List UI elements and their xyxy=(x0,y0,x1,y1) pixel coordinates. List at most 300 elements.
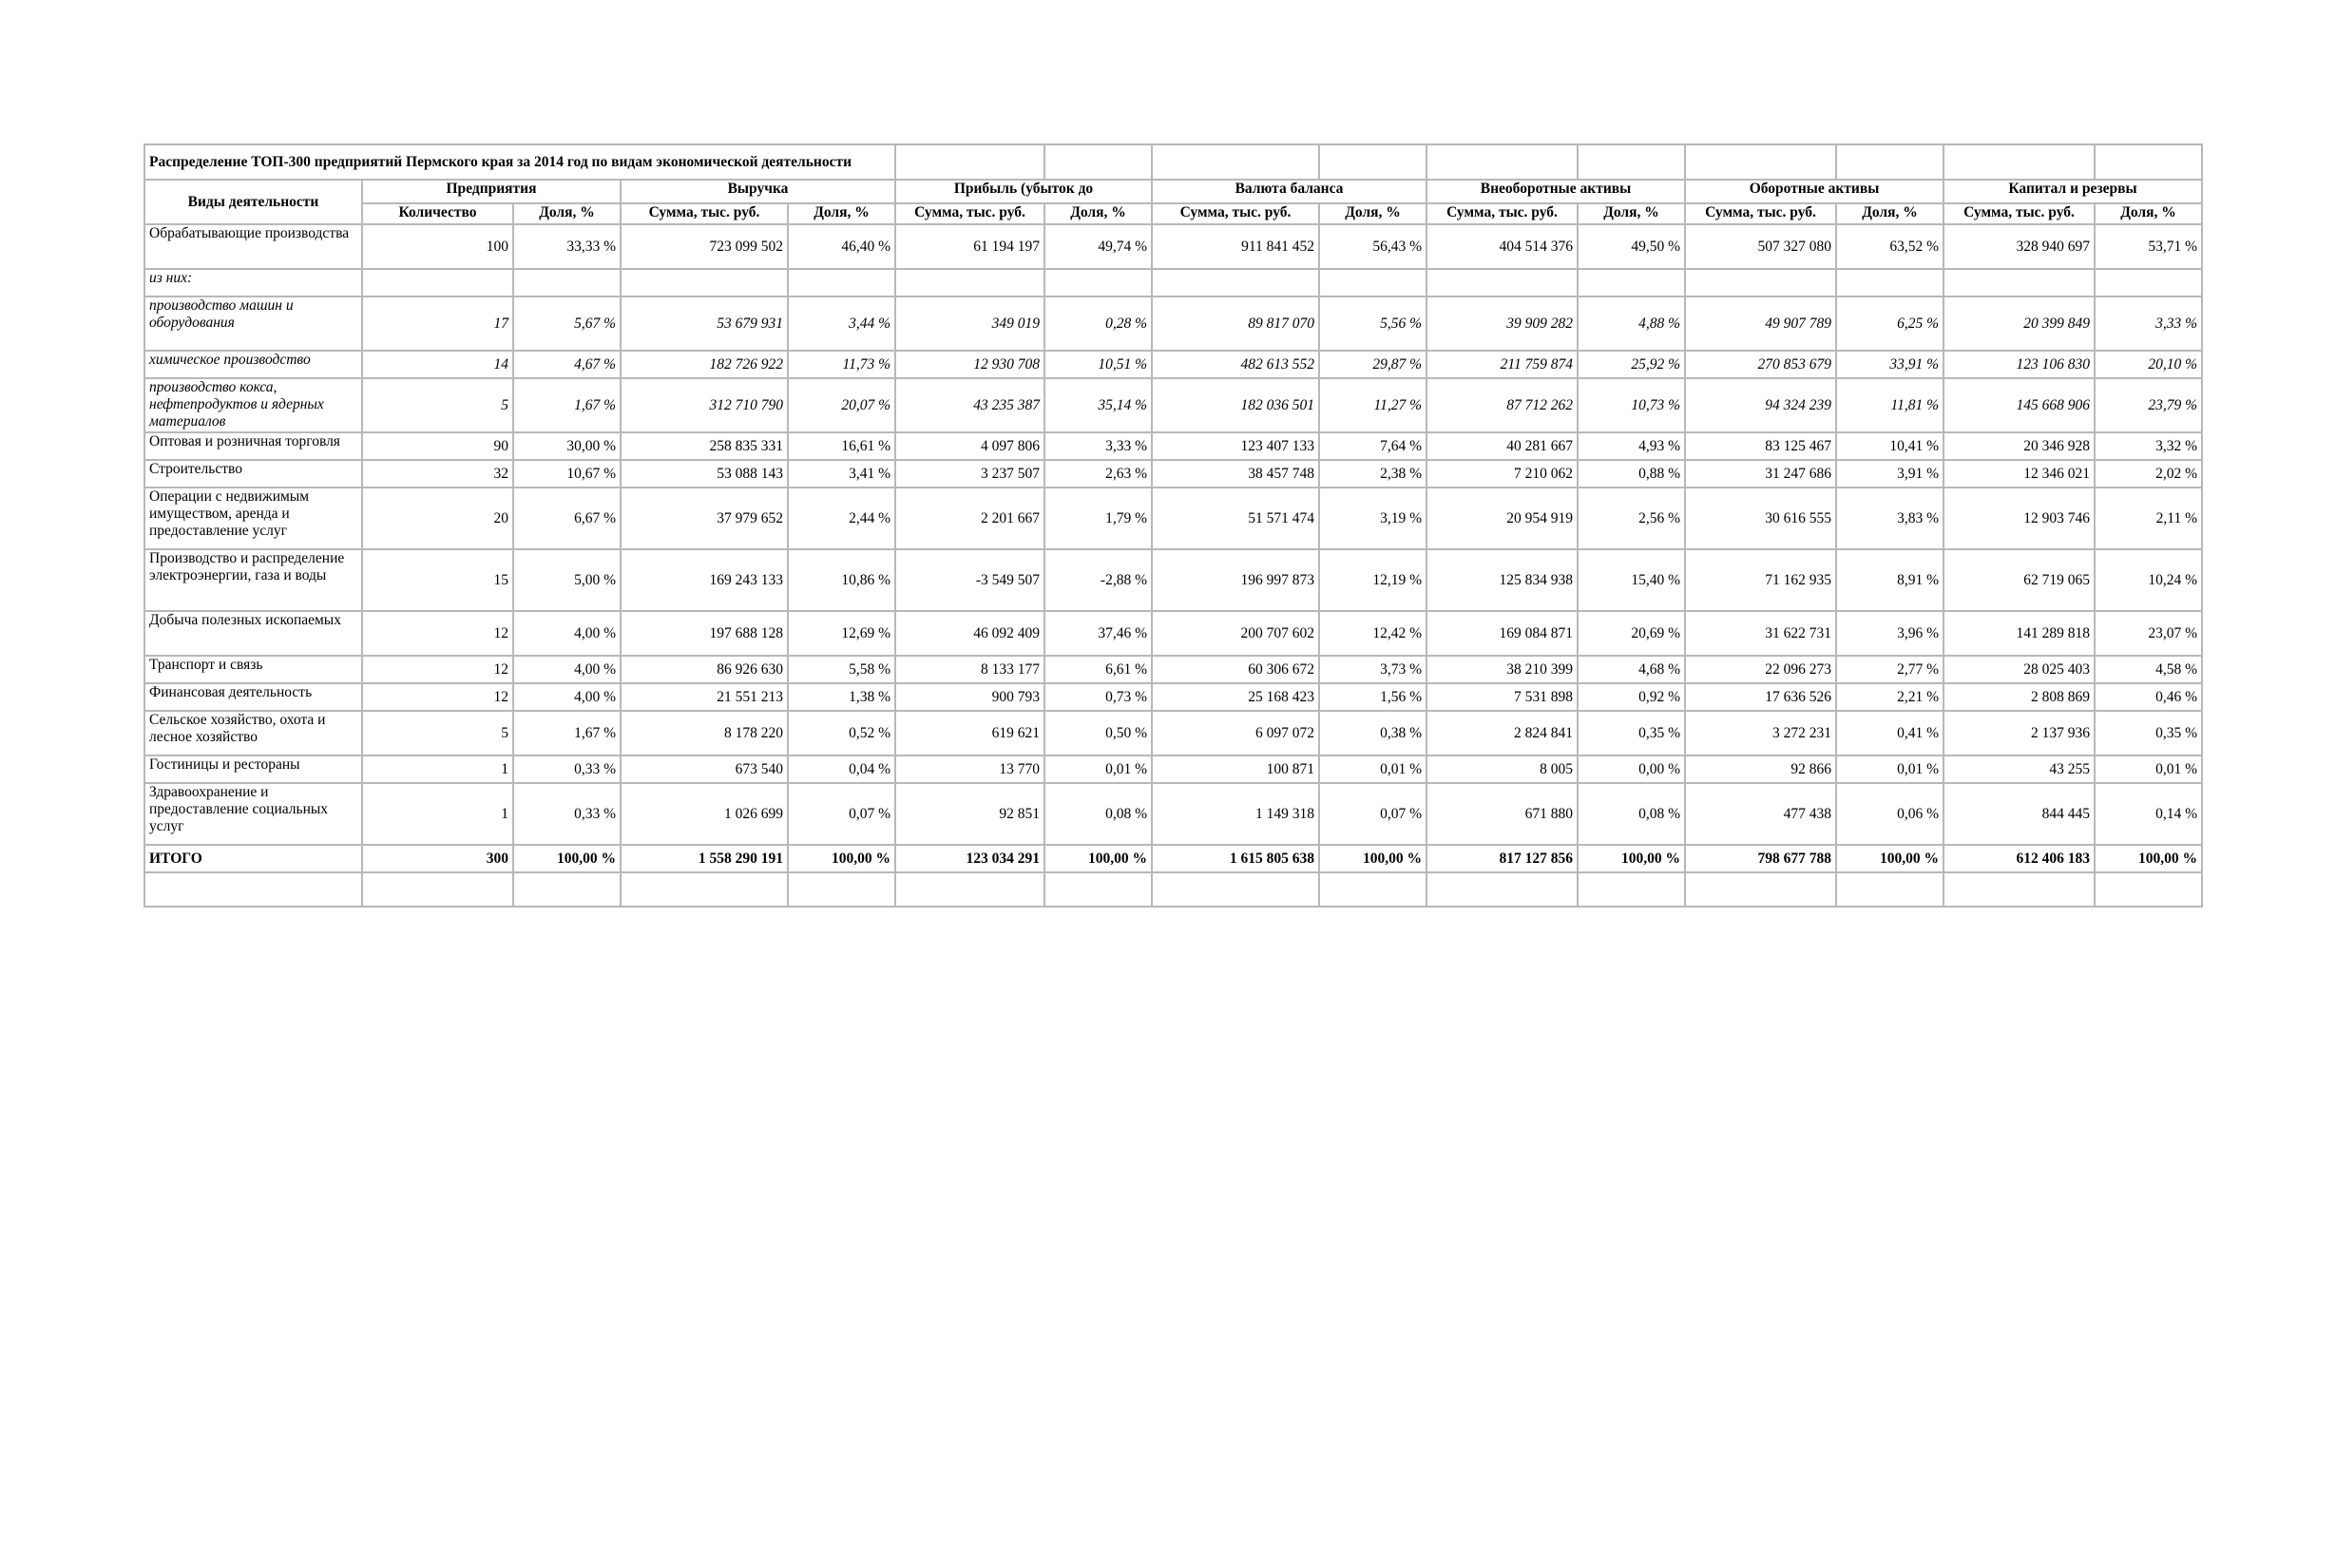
noncurrent-share-cell: 0,88 % xyxy=(1578,460,1685,488)
profit-share-cell: 0,50 % xyxy=(1044,711,1152,755)
header-sub-row xyxy=(144,203,2202,224)
current-sum-cell: 71 162 935 xyxy=(1685,549,1836,611)
total-label: ИТОГО xyxy=(144,845,362,872)
sub-header: Доля, % xyxy=(788,203,895,224)
current-share-cell: 3,83 % xyxy=(1836,488,1943,549)
enterprises-share-cell: 1,67 % xyxy=(513,378,621,432)
empty-cell xyxy=(1836,144,1943,180)
noncurrent-share-cell: 4,93 % xyxy=(1578,432,1685,460)
capital-sum-cell: 12 346 021 xyxy=(1943,460,2095,488)
capital-share-cell: 0,01 % xyxy=(2095,755,2202,783)
capital-sum-cell: 43 255 xyxy=(1943,755,2095,783)
current-share-cell: 6,25 % xyxy=(1836,296,1943,351)
capital-share-cell: 20,10 % xyxy=(2095,351,2202,378)
profit-share-cell: 0,73 % xyxy=(1044,683,1152,711)
row-label: Гостиницы и рестораны xyxy=(144,755,362,783)
sub-header: Сумма, тыс. руб. xyxy=(1943,203,2095,224)
table-row xyxy=(144,269,2202,296)
revenue-share-cell: 3,44 % xyxy=(788,296,895,351)
enterprises-count-cell: 12 xyxy=(362,656,513,683)
balance-share-cell: 7,64 % xyxy=(1319,432,1426,460)
sub-header: Доля, % xyxy=(1836,203,1943,224)
empty-cell xyxy=(621,872,788,907)
empty-cell xyxy=(788,872,895,907)
profit-sum-cell: 13 770 xyxy=(895,755,1044,783)
enterprises-count-cell: 100 xyxy=(362,224,513,269)
row-label: производство машин и оборудования xyxy=(144,296,362,351)
empty-cell xyxy=(1685,872,1836,907)
revenue-sum-cell: 86 926 630 xyxy=(621,656,788,683)
total-capital-sum-cell: 612 406 183 xyxy=(1943,845,2095,872)
current-sum-cell: 30 616 555 xyxy=(1685,488,1836,549)
enterprises-count-cell: 1 xyxy=(362,783,513,845)
balance-share-cell xyxy=(1319,269,1426,296)
capital-sum-cell: 20 399 849 xyxy=(1943,296,2095,351)
balance-share-cell: 3,19 % xyxy=(1319,488,1426,549)
capital-sum-cell: 2 137 936 xyxy=(1943,711,2095,755)
balance-sum-cell: 60 306 672 xyxy=(1152,656,1319,683)
enterprises-count-cell: 15 xyxy=(362,549,513,611)
current-share-cell: 8,91 % xyxy=(1836,549,1943,611)
current-sum-cell: 92 866 xyxy=(1685,755,1836,783)
balance-share-cell: 3,73 % xyxy=(1319,656,1426,683)
current-sum-cell: 49 907 789 xyxy=(1685,296,1836,351)
table-row xyxy=(144,711,2202,755)
capital-share-cell: 23,07 % xyxy=(2095,611,2202,656)
balance-sum-cell: 200 707 602 xyxy=(1152,611,1319,656)
revenue-sum-cell: 723 099 502 xyxy=(621,224,788,269)
profit-sum-cell: 61 194 197 xyxy=(895,224,1044,269)
noncurrent-sum-cell: 125 834 938 xyxy=(1426,549,1578,611)
empty-cell xyxy=(1943,872,2095,907)
empty-cell xyxy=(513,872,621,907)
enterprises-share-cell: 4,67 % xyxy=(513,351,621,378)
enterprises-share-cell xyxy=(513,269,621,296)
distribution-table xyxy=(144,143,2203,908)
table-row xyxy=(144,296,2202,351)
noncurrent-share-cell: 4,68 % xyxy=(1578,656,1685,683)
header-group-row xyxy=(144,180,2202,203)
sub-header: Доля, % xyxy=(2095,203,2202,224)
enterprises-count-cell: 14 xyxy=(362,351,513,378)
group-header-noncurrent-assets: Внеоборотные активы xyxy=(1426,180,1685,203)
sub-header: Доля, % xyxy=(1319,203,1426,224)
capital-share-cell: 0,35 % xyxy=(2095,711,2202,755)
profit-share-cell: 0,28 % xyxy=(1044,296,1152,351)
noncurrent-share-cell: 0,08 % xyxy=(1578,783,1685,845)
noncurrent-share-cell: 4,88 % xyxy=(1578,296,1685,351)
revenue-sum-cell: 53 088 143 xyxy=(621,460,788,488)
current-share-cell xyxy=(1836,269,1943,296)
revenue-share-cell: 5,58 % xyxy=(788,656,895,683)
sub-header: Сумма, тыс. руб. xyxy=(895,203,1044,224)
profit-sum-cell: 2 201 667 xyxy=(895,488,1044,549)
row-label: Строительство xyxy=(144,460,362,488)
profit-share-cell: 6,61 % xyxy=(1044,656,1152,683)
group-header-balance: Валюта баланса xyxy=(1152,180,1426,203)
enterprises-count-cell: 32 xyxy=(362,460,513,488)
enterprises-count-cell: 12 xyxy=(362,683,513,711)
profit-sum-cell: 92 851 xyxy=(895,783,1044,845)
current-sum-cell: 94 324 239 xyxy=(1685,378,1836,432)
sub-header: Сумма, тыс. руб. xyxy=(1152,203,1319,224)
capital-sum-cell: 328 940 697 xyxy=(1943,224,2095,269)
balance-share-cell: 29,87 % xyxy=(1319,351,1426,378)
table-row xyxy=(144,549,2202,611)
enterprises-share-cell: 4,00 % xyxy=(513,656,621,683)
enterprises-share-cell: 10,67 % xyxy=(513,460,621,488)
enterprises-share-cell: 30,00 % xyxy=(513,432,621,460)
table-row xyxy=(144,611,2202,656)
enterprises-count-cell xyxy=(362,269,513,296)
table-title: Распределение ТОП-300 предприятий Пермского края за 2014 год по видам экономической деятельности xyxy=(144,144,895,180)
profit-sum-cell: 8 133 177 xyxy=(895,656,1044,683)
total-balance-sum-cell: 1 615 805 638 xyxy=(1152,845,1319,872)
capital-share-cell: 10,24 % xyxy=(2095,549,2202,611)
capital-sum-cell: 844 445 xyxy=(1943,783,2095,845)
empty-cell xyxy=(144,872,362,907)
balance-sum-cell: 51 571 474 xyxy=(1152,488,1319,549)
enterprises-count-cell: 12 xyxy=(362,611,513,656)
profit-sum-cell: 3 237 507 xyxy=(895,460,1044,488)
capital-share-cell: 4,58 % xyxy=(2095,656,2202,683)
current-share-cell: 33,91 % xyxy=(1836,351,1943,378)
sub-header: Доля, % xyxy=(1044,203,1152,224)
enterprises-share-cell: 5,67 % xyxy=(513,296,621,351)
profit-share-cell: 2,63 % xyxy=(1044,460,1152,488)
balance-share-cell: 0,38 % xyxy=(1319,711,1426,755)
balance-sum-cell: 25 168 423 xyxy=(1152,683,1319,711)
capital-sum-cell: 12 903 746 xyxy=(1943,488,2095,549)
revenue-sum-cell: 37 979 652 xyxy=(621,488,788,549)
balance-sum-cell: 196 997 873 xyxy=(1152,549,1319,611)
enterprises-count-cell: 20 xyxy=(362,488,513,549)
revenue-share-cell: 20,07 % xyxy=(788,378,895,432)
row-label: Операции с недвижимым имуществом, аренда и предоставление услуг xyxy=(144,488,362,549)
row-label: Добыча полезных ископаемых xyxy=(144,611,362,656)
total-capital-share-cell: 100,00 % xyxy=(2095,845,2202,872)
sub-header: Сумма, тыс. руб. xyxy=(1426,203,1578,224)
total-noncurrent-share-cell: 100,00 % xyxy=(1578,845,1685,872)
profit-share-cell: 0,01 % xyxy=(1044,755,1152,783)
table-row xyxy=(144,488,2202,549)
revenue-sum-cell: 258 835 331 xyxy=(621,432,788,460)
revenue-share-cell: 1,38 % xyxy=(788,683,895,711)
noncurrent-sum-cell: 87 712 262 xyxy=(1426,378,1578,432)
enterprises-share-cell: 6,67 % xyxy=(513,488,621,549)
capital-sum-cell: 123 106 830 xyxy=(1943,351,2095,378)
category-header: Виды деятельности xyxy=(144,180,362,224)
total-current-share-cell: 100,00 % xyxy=(1836,845,1943,872)
current-sum-cell: 17 636 526 xyxy=(1685,683,1836,711)
revenue-share-cell: 16,61 % xyxy=(788,432,895,460)
capital-sum-cell: 28 025 403 xyxy=(1943,656,2095,683)
enterprises-share-cell: 1,67 % xyxy=(513,711,621,755)
balance-share-cell: 1,56 % xyxy=(1319,683,1426,711)
current-sum-cell: 270 853 679 xyxy=(1685,351,1836,378)
sub-header: Сумма, тыс. руб. xyxy=(1685,203,1836,224)
enterprises-count-cell: 5 xyxy=(362,378,513,432)
noncurrent-share-cell: 49,50 % xyxy=(1578,224,1685,269)
noncurrent-share-cell: 20,69 % xyxy=(1578,611,1685,656)
balance-sum-cell: 182 036 501 xyxy=(1152,378,1319,432)
table-row xyxy=(144,656,2202,683)
revenue-sum-cell: 53 679 931 xyxy=(621,296,788,351)
table-row xyxy=(144,224,2202,269)
current-share-cell: 10,41 % xyxy=(1836,432,1943,460)
balance-sum-cell: 38 457 748 xyxy=(1152,460,1319,488)
profit-share-cell: 0,08 % xyxy=(1044,783,1152,845)
noncurrent-sum-cell: 7 210 062 xyxy=(1426,460,1578,488)
noncurrent-share-cell xyxy=(1578,269,1685,296)
row-label: Сельское хозяйство, охота и лесное хозяйство xyxy=(144,711,362,755)
noncurrent-share-cell: 0,35 % xyxy=(1578,711,1685,755)
revenue-share-cell: 12,69 % xyxy=(788,611,895,656)
empty-cell xyxy=(1044,872,1152,907)
title-row xyxy=(144,144,2202,180)
noncurrent-sum-cell: 20 954 919 xyxy=(1426,488,1578,549)
profit-sum-cell: 43 235 387 xyxy=(895,378,1044,432)
row-label: Обрабатывающие производства xyxy=(144,224,362,269)
profit-sum-cell: 4 097 806 xyxy=(895,432,1044,460)
revenue-sum-cell: 8 178 220 xyxy=(621,711,788,755)
empty-cell xyxy=(1943,144,2095,180)
noncurrent-sum-cell xyxy=(1426,269,1578,296)
empty-cell xyxy=(1426,872,1578,907)
revenue-share-cell: 0,07 % xyxy=(788,783,895,845)
table-row xyxy=(144,783,2202,845)
capital-sum-cell: 141 289 818 xyxy=(1943,611,2095,656)
current-share-cell: 11,81 % xyxy=(1836,378,1943,432)
revenue-sum-cell: 673 540 xyxy=(621,755,788,783)
enterprises-count-cell: 5 xyxy=(362,711,513,755)
empty-cell xyxy=(895,872,1044,907)
capital-sum-cell xyxy=(1943,269,2095,296)
profit-sum-cell xyxy=(895,269,1044,296)
enterprises-count-cell: 90 xyxy=(362,432,513,460)
current-share-cell: 3,91 % xyxy=(1836,460,1943,488)
profit-sum-cell: -3 549 507 xyxy=(895,549,1044,611)
balance-sum-cell: 123 407 133 xyxy=(1152,432,1319,460)
profit-share-cell: 3,33 % xyxy=(1044,432,1152,460)
empty-cell xyxy=(1044,144,1152,180)
enterprises-count-cell: 1 xyxy=(362,755,513,783)
group-header-enterprises: Предприятия xyxy=(362,180,621,203)
sub-header: Количество xyxy=(362,203,513,224)
revenue-share-cell: 11,73 % xyxy=(788,351,895,378)
balance-share-cell: 11,27 % xyxy=(1319,378,1426,432)
empty-cell xyxy=(1685,144,1836,180)
total-profit-sum-cell: 123 034 291 xyxy=(895,845,1044,872)
capital-share-cell: 0,46 % xyxy=(2095,683,2202,711)
noncurrent-sum-cell: 2 824 841 xyxy=(1426,711,1578,755)
row-label: Производство и распределение электроэнергии, газа и воды xyxy=(144,549,362,611)
profit-share-cell: 35,14 % xyxy=(1044,378,1152,432)
current-share-cell: 2,77 % xyxy=(1836,656,1943,683)
empty-cell xyxy=(1319,144,1426,180)
empty-row xyxy=(144,872,2202,907)
profit-sum-cell: 900 793 xyxy=(895,683,1044,711)
profit-sum-cell: 12 930 708 xyxy=(895,351,1044,378)
balance-share-cell: 56,43 % xyxy=(1319,224,1426,269)
revenue-sum-cell: 169 243 133 xyxy=(621,549,788,611)
capital-share-cell: 2,02 % xyxy=(2095,460,2202,488)
current-sum-cell: 22 096 273 xyxy=(1685,656,1836,683)
capital-share-cell: 3,32 % xyxy=(2095,432,2202,460)
current-share-cell: 0,41 % xyxy=(1836,711,1943,755)
empty-cell xyxy=(1578,872,1685,907)
balance-sum-cell: 6 097 072 xyxy=(1152,711,1319,755)
noncurrent-sum-cell: 7 531 898 xyxy=(1426,683,1578,711)
table-row xyxy=(144,378,2202,432)
capital-sum-cell: 2 808 869 xyxy=(1943,683,2095,711)
balance-share-cell: 0,07 % xyxy=(1319,783,1426,845)
capital-share-cell: 53,71 % xyxy=(2095,224,2202,269)
current-sum-cell xyxy=(1685,269,1836,296)
row-label: химическое производство xyxy=(144,351,362,378)
enterprises-share-cell: 0,33 % xyxy=(513,755,621,783)
empty-cell xyxy=(895,144,1044,180)
enterprises-share-cell: 4,00 % xyxy=(513,683,621,711)
table-row xyxy=(144,432,2202,460)
current-sum-cell: 31 247 686 xyxy=(1685,460,1836,488)
profit-sum-cell: 349 019 xyxy=(895,296,1044,351)
balance-sum-cell xyxy=(1152,269,1319,296)
balance-share-cell: 0,01 % xyxy=(1319,755,1426,783)
balance-share-cell: 12,19 % xyxy=(1319,549,1426,611)
group-header-capital: Капитал и резервы xyxy=(1943,180,2202,203)
row-label: Финансовая деятельность xyxy=(144,683,362,711)
profit-share-cell: 10,51 % xyxy=(1044,351,1152,378)
noncurrent-sum-cell: 40 281 667 xyxy=(1426,432,1578,460)
sub-header: Доля, % xyxy=(513,203,621,224)
revenue-sum-cell: 182 726 922 xyxy=(621,351,788,378)
revenue-share-cell: 2,44 % xyxy=(788,488,895,549)
empty-cell xyxy=(1152,872,1319,907)
total-row xyxy=(144,845,2202,872)
balance-share-cell: 5,56 % xyxy=(1319,296,1426,351)
capital-sum-cell: 145 668 906 xyxy=(1943,378,2095,432)
balance-sum-cell: 100 871 xyxy=(1152,755,1319,783)
enterprises-count-cell: 17 xyxy=(362,296,513,351)
noncurrent-sum-cell: 404 514 376 xyxy=(1426,224,1578,269)
balance-sum-cell: 911 841 452 xyxy=(1152,224,1319,269)
enterprises-share-cell: 33,33 % xyxy=(513,224,621,269)
row-label: Транспорт и связь xyxy=(144,656,362,683)
noncurrent-sum-cell: 671 880 xyxy=(1426,783,1578,845)
group-header-revenue: Выручка xyxy=(621,180,895,203)
row-label: Здравоохранение и предоставление социальных услуг xyxy=(144,783,362,845)
table-row xyxy=(144,460,2202,488)
balance-sum-cell: 1 149 318 xyxy=(1152,783,1319,845)
current-share-cell: 2,21 % xyxy=(1836,683,1943,711)
empty-cell xyxy=(1319,872,1426,907)
empty-cell xyxy=(362,872,513,907)
current-sum-cell: 3 272 231 xyxy=(1685,711,1836,755)
noncurrent-share-cell: 15,40 % xyxy=(1578,549,1685,611)
empty-cell xyxy=(2095,872,2202,907)
profit-share-cell xyxy=(1044,269,1152,296)
table-row xyxy=(144,755,2202,783)
revenue-sum-cell: 197 688 128 xyxy=(621,611,788,656)
total-profit-share-cell: 100,00 % xyxy=(1044,845,1152,872)
current-share-cell: 63,52 % xyxy=(1836,224,1943,269)
sub-header: Сумма, тыс. руб. xyxy=(621,203,788,224)
revenue-sum-cell xyxy=(621,269,788,296)
capital-share-cell: 23,79 % xyxy=(2095,378,2202,432)
table-row xyxy=(144,683,2202,711)
balance-share-cell: 12,42 % xyxy=(1319,611,1426,656)
sub-header: Доля, % xyxy=(1578,203,1685,224)
total-enterprises-count-cell: 300 xyxy=(362,845,513,872)
current-sum-cell: 31 622 731 xyxy=(1685,611,1836,656)
group-header-profit: Прибыль (убыток до xyxy=(895,180,1152,203)
total-current-sum-cell: 798 677 788 xyxy=(1685,845,1836,872)
noncurrent-share-cell: 10,73 % xyxy=(1578,378,1685,432)
empty-cell xyxy=(2095,144,2202,180)
balance-share-cell: 2,38 % xyxy=(1319,460,1426,488)
noncurrent-sum-cell: 211 759 874 xyxy=(1426,351,1578,378)
revenue-sum-cell: 1 026 699 xyxy=(621,783,788,845)
capital-share-cell: 2,11 % xyxy=(2095,488,2202,549)
enterprises-share-cell: 0,33 % xyxy=(513,783,621,845)
balance-sum-cell: 89 817 070 xyxy=(1152,296,1319,351)
total-revenue-share-cell: 100,00 % xyxy=(788,845,895,872)
current-sum-cell: 507 327 080 xyxy=(1685,224,1836,269)
enterprises-share-cell: 4,00 % xyxy=(513,611,621,656)
empty-cell xyxy=(1578,144,1685,180)
revenue-sum-cell: 312 710 790 xyxy=(621,378,788,432)
current-sum-cell: 477 438 xyxy=(1685,783,1836,845)
noncurrent-share-cell: 2,56 % xyxy=(1578,488,1685,549)
current-sum-cell: 83 125 467 xyxy=(1685,432,1836,460)
profit-share-cell: 1,79 % xyxy=(1044,488,1152,549)
table-row xyxy=(144,351,2202,378)
profit-share-cell: -2,88 % xyxy=(1044,549,1152,611)
empty-cell xyxy=(1426,144,1578,180)
current-share-cell: 0,01 % xyxy=(1836,755,1943,783)
enterprises-share-cell: 5,00 % xyxy=(513,549,621,611)
capital-sum-cell: 62 719 065 xyxy=(1943,549,2095,611)
current-share-cell: 3,96 % xyxy=(1836,611,1943,656)
revenue-share-cell: 10,86 % xyxy=(788,549,895,611)
revenue-share-cell: 3,41 % xyxy=(788,460,895,488)
total-noncurrent-sum-cell: 817 127 856 xyxy=(1426,845,1578,872)
total-balance-share-cell: 100,00 % xyxy=(1319,845,1426,872)
revenue-share-cell: 46,40 % xyxy=(788,224,895,269)
total-revenue-sum-cell: 1 558 290 191 xyxy=(621,845,788,872)
empty-cell xyxy=(1836,872,1943,907)
revenue-share-cell: 0,04 % xyxy=(788,755,895,783)
capital-share-cell: 3,33 % xyxy=(2095,296,2202,351)
row-label: производство кокса, нефтепродуктов и ядерных материалов xyxy=(144,378,362,432)
profit-sum-cell: 619 621 xyxy=(895,711,1044,755)
row-label: из них: xyxy=(144,269,362,296)
noncurrent-sum-cell: 8 005 xyxy=(1426,755,1578,783)
profit-share-cell: 49,74 % xyxy=(1044,224,1152,269)
noncurrent-sum-cell: 169 084 871 xyxy=(1426,611,1578,656)
current-share-cell: 0,06 % xyxy=(1836,783,1943,845)
noncurrent-sum-cell: 38 210 399 xyxy=(1426,656,1578,683)
revenue-share-cell xyxy=(788,269,895,296)
capital-share-cell: 0,14 % xyxy=(2095,783,2202,845)
profit-share-cell: 37,46 % xyxy=(1044,611,1152,656)
noncurrent-share-cell: 0,00 % xyxy=(1578,755,1685,783)
revenue-sum-cell: 21 551 213 xyxy=(621,683,788,711)
empty-cell xyxy=(1152,144,1319,180)
revenue-share-cell: 0,52 % xyxy=(788,711,895,755)
noncurrent-sum-cell: 39 909 282 xyxy=(1426,296,1578,351)
